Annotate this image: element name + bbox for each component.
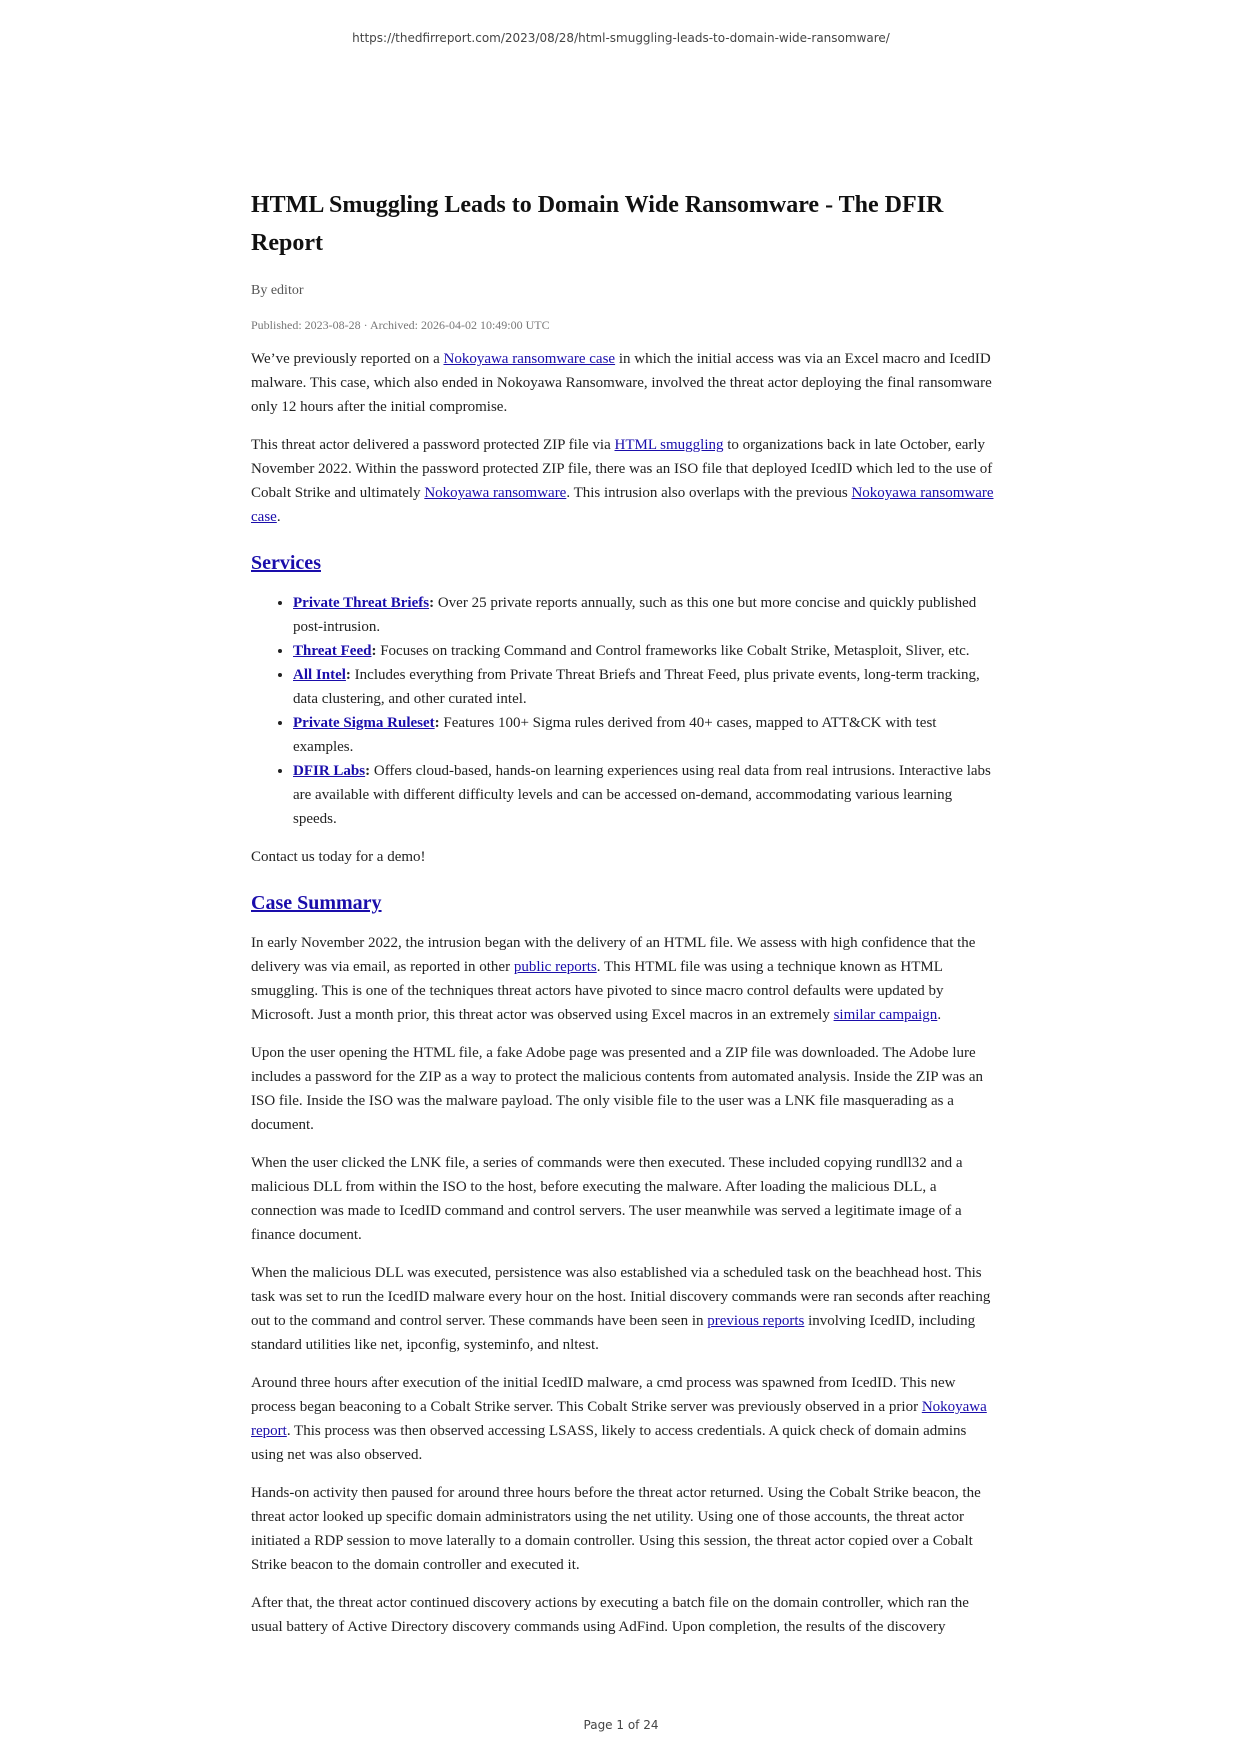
colon: : <box>434 715 440 731</box>
summary-paragraph-6: Hands-on activity then paused for around three hours before the threat actor returned. Using the Cobalt Strike beacon, the threat actor looked up specific domain administrators using the net utility. Using one of those accounts, the threat actor initiated a RDP session to move laterally to a domain controller. Using this session, the threat actor copied over a Cobalt Strike beacon to the domain controller and executed it. <box>251 1485 981 1573</box>
text: When the malicious DLL was executed, persistence was also established via a scheduled task on the beachhead host. This task was set to run the IcedID malware every hour on the host. Initial discovery commands were ran seconds after reaching out to the command and control server. These commands have been seen in <box>251 1265 991 1329</box>
text: in which the initial access was via an Excel macro and IcedID malware. This case, which also ended in Nokoyawa Ransomware, involved the threat actor deploying the final ransomware only 12 hours after the initial compromise. <box>251 351 992 415</box>
service-description: Offers cloud-based, hands-on learning experiences using real data from real intrusions. Interactive labs are available with different difficulty levels and can be accessed on-demand, accommodating various learning speeds. <box>293 763 991 827</box>
intro-paragraph-1 <box>251 347 996 419</box>
service-description: Over 25 private reports annually, such as this one but more concise and quickly published post-intrusion. <box>293 595 977 635</box>
services-list <box>251 591 996 831</box>
list-item <box>293 711 996 759</box>
text: . This process was then observed accessing LSASS, likely to access credentials. A quick check of domain admins using net was also observed. <box>251 1423 967 1463</box>
text: . <box>276 509 281 525</box>
byline: By editor <box>251 283 304 298</box>
text: Around three hours after execution of the initial IcedID malware, a cmd process was spawned from IcedID. This new process began beaconing to a Cobalt Strike server. This Cobalt Strike server was previously observed in a prior <box>251 1375 956 1415</box>
html-smuggling-link[interactable]: HTML smuggling <box>614 437 724 453</box>
text: . This HTML file was using a technique known as HTML smuggling. This is one of the techniques threat actors have pivoted to since macro control defaults were updated by Microsoft. Just a month prior, this threat actor was observed using Excel macros in an extremely <box>251 959 944 1023</box>
page-url: https://thedfirreport.com/2023/08/28/html-smuggling-leads-to-domain-wide-ransomware/ <box>352 31 890 45</box>
services-heading-link[interactable]: Services <box>251 552 321 574</box>
summary-paragraph-1 <box>251 931 996 1027</box>
services-heading <box>251 549 996 577</box>
summary-paragraph-5 <box>251 1371 996 1467</box>
text: This threat actor delivered a password protected ZIP file via <box>251 437 615 453</box>
nokoyawa-ransomware-link[interactable]: Nokoyawa ransomware <box>424 485 567 501</box>
text: . This intrusion also overlaps with the previous <box>566 485 852 501</box>
list-item <box>293 639 996 663</box>
text: We’ve previously reported on a <box>251 351 444 367</box>
service-description: Focuses on tracking Command and Control frameworks like Cobalt Strike, Metasploit, Sliver, etc. <box>376 643 970 659</box>
intro-paragraph-2 <box>251 433 996 529</box>
summary-paragraph-3: When the user clicked the LNK file, a series of commands were then executed. These included copying rundll32 and a malicious DLL from within the ISO to the host, before executing the malware. After loading the malicious DLL, a connection was made to IcedID command and control servers. The user meanwhile was served a legitimate image of a finance document. <box>251 1155 963 1243</box>
colon: : <box>371 643 377 659</box>
publish-meta: Published: 2023-08-28 · Archived: 2026-04-02 10:49:00 UTC <box>251 318 550 332</box>
page-number: Page 1 of 24 <box>583 1718 659 1732</box>
list-item <box>293 591 996 639</box>
article-title: HTML Smuggling Leads to Domain Wide Ransomware - The DFIR Report <box>251 192 944 256</box>
nokoyawa-case-link[interactable]: Nokoyawa ransomware case <box>443 351 616 367</box>
service-description: Features 100+ Sigma rules derived from 40+ cases, mapped to ATT&CK with test examples. <box>293 715 937 755</box>
list-item <box>293 759 996 831</box>
private-sigma-ruleset-link[interactable]: Private Sigma Ruleset <box>293 715 435 731</box>
nokoyawa-report-link[interactable]: Nokoyawa report <box>251 1399 987 1439</box>
nokoyawa-previous-case-link[interactable]: Nokoyawa ransomware case <box>251 485 994 525</box>
text: In early November 2022, the intrusion began with the delivery of an HTML file. We assess with high confidence that the delivery was via email, as reported in other <box>251 935 976 975</box>
text: to organizations back in late October, early November 2022. Within the password protected ZIP file, there was an ISO file that deployed IcedID which led to the use of Cobalt Strike and ultimately <box>251 437 993 501</box>
colon: : <box>429 595 435 611</box>
summary-paragraph-7: After that, the threat actor continued discovery actions by executing a batch file on the domain controller, which ran the usual battery of Active Directory discovery commands using AdFind. Upon completion, the results of the discovery <box>251 1595 969 1635</box>
text: involving IcedID, including standard utilities like net, ipconfig, systeminfo, and nltest. <box>251 1313 976 1353</box>
contact-paragraph: Contact us today for a demo! <box>251 849 426 865</box>
colon: : <box>365 763 371 779</box>
article <box>251 186 996 1653</box>
summary-paragraph-4 <box>251 1261 996 1357</box>
service-description: Includes everything from Private Threat Briefs and Threat Feed, plus private events, long-term tracking, data clustering, and other curated intel. <box>293 667 980 707</box>
similar-campaign-link[interactable]: similar campaign <box>833 1007 938 1023</box>
colon: : <box>345 667 351 683</box>
previous-reports-link[interactable]: previous reports <box>707 1313 805 1329</box>
text: . <box>937 1007 942 1023</box>
case-summary-heading <box>251 889 996 917</box>
case-summary-heading-link[interactable]: Case Summary <box>251 892 382 914</box>
all-intel-link[interactable]: All Intel <box>293 667 346 683</box>
threat-feed-link[interactable]: Threat Feed <box>293 643 372 659</box>
summary-paragraph-2: Upon the user opening the HTML file, a fake Adobe page was presented and a ZIP file was downloaded. The Adobe lure includes a password for the ZIP as a way to protect the malicious contents from automated analysis. Inside the ZIP was an ISO file. Inside the ISO was the malware payload. The only visible file to the user was a LNK file masquerading as a document. <box>251 1045 984 1133</box>
dfir-labs-link[interactable]: DFIR Labs <box>293 763 366 779</box>
private-threat-briefs-link[interactable]: Private Threat Briefs <box>293 595 430 611</box>
public-reports-link[interactable]: public reports <box>513 959 597 975</box>
list-item <box>293 663 996 711</box>
